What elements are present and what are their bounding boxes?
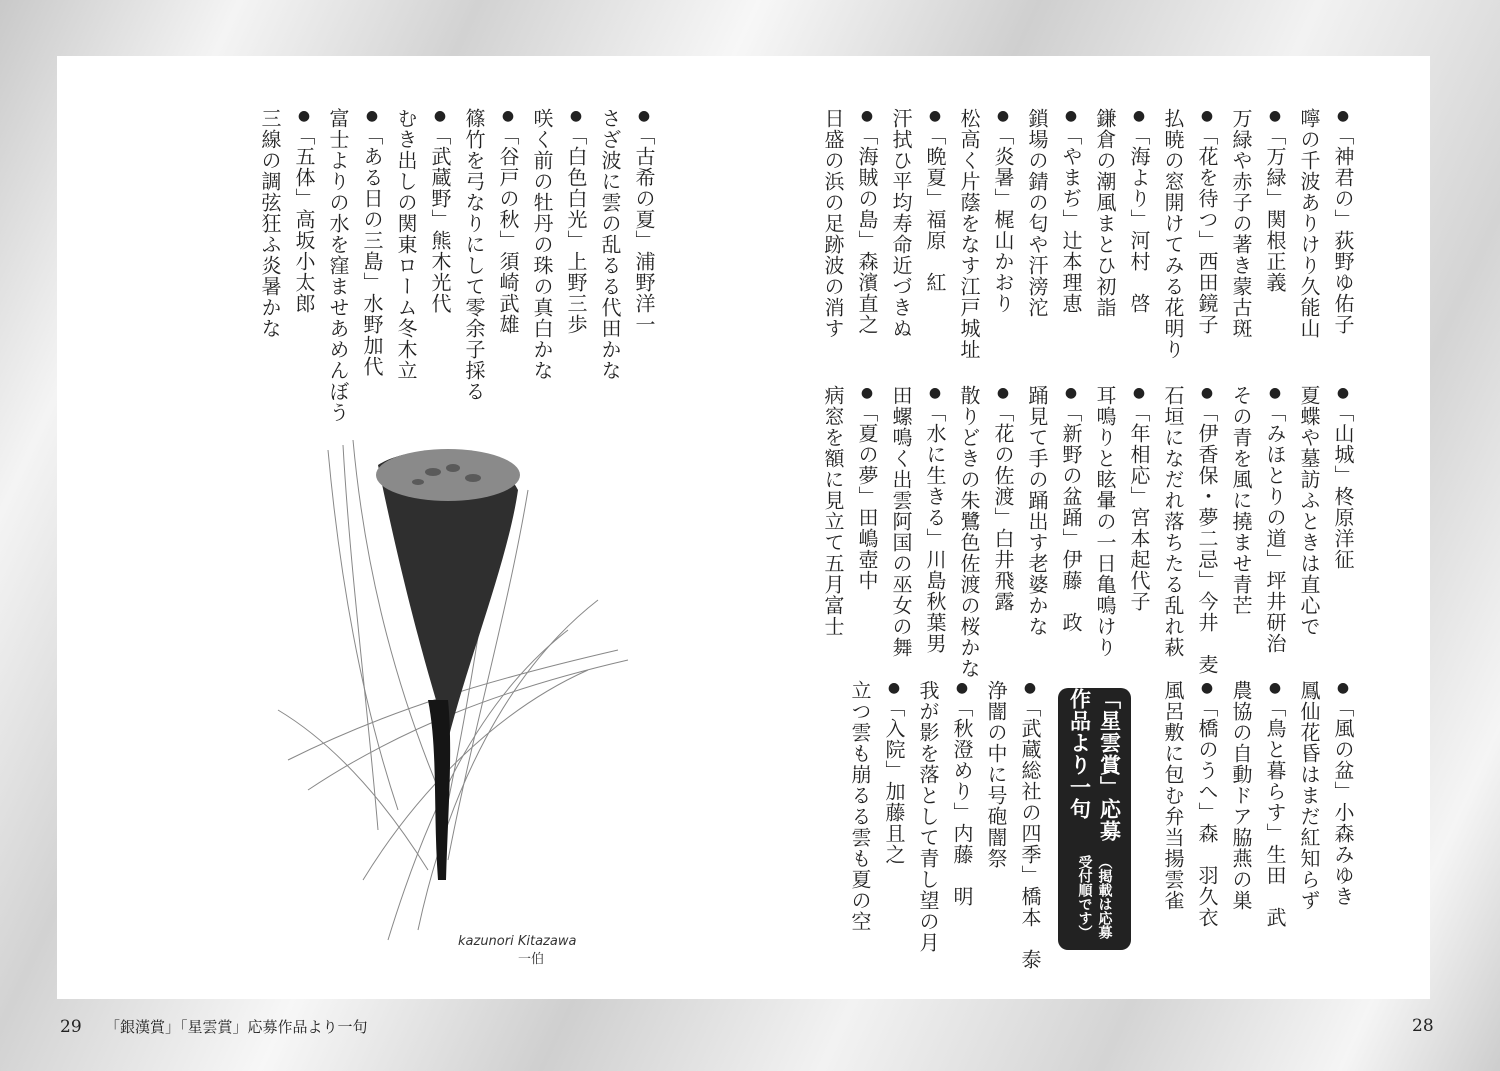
haiku-entry [884, 385, 952, 670]
bullet-icon: ● [1131, 108, 1147, 125]
haiku-entry [1224, 108, 1292, 378]
haiku-title-author: ●「新野の盆踊」伊藤 政 [1059, 385, 1083, 633]
haiku-entry [321, 108, 389, 423]
haiku-title-author: ●「みほとりの道」坪井研治 [1263, 385, 1287, 654]
haiku-entry [593, 108, 661, 408]
haiku-entry [1088, 108, 1156, 378]
haiku-text: 篠竹を弓なりにして零余子採る [462, 108, 486, 402]
bullet-icon: ● [859, 385, 875, 402]
haiku-text: 病窓を額に見立て五月富士 [821, 385, 845, 637]
haiku-text: さざ波に雲の乱るる代田かな [598, 108, 622, 381]
bullet-icon: ● [886, 680, 902, 697]
haiku-text: 鳳仙花昏はまだ紅知らず [1297, 680, 1321, 911]
haiku-entry [1292, 385, 1360, 670]
haiku-entry [1292, 680, 1360, 915]
bullet-icon: ● [636, 108, 652, 125]
haiku-text: むき出しの関東ローム冬木立 [394, 108, 418, 381]
haiku-text: 田螺鳴く出雲阿国の巫女の舞 [889, 385, 913, 658]
haiku-entry [952, 385, 1020, 679]
haiku-entry [816, 108, 884, 378]
haiku-entry [952, 108, 1020, 378]
haiku-title-author: ●「夏の夢」田嶋壺中 [855, 385, 879, 591]
haiku-block-middle [816, 385, 1360, 679]
haiku-text: 富士よりの水を窪ませあめんぼう [326, 108, 350, 423]
haiku-title-author: ●「入院」加藤且之 [882, 680, 906, 865]
haiku-block-left-page [253, 108, 661, 423]
running-title: 「銀漢賞」「星雲賞」応募作品より一句 [105, 1018, 368, 1036]
haiku-entry [1156, 385, 1224, 675]
haiku-text: 松高く片蔭をなす江戸城址 [957, 108, 981, 360]
haiku-text: 耳鳴りと眩暈の一日亀鳴けり [1093, 385, 1117, 658]
haiku-text: 汗拭ひ平均寿命近づきぬ [889, 108, 913, 339]
haiku-entry [1292, 108, 1360, 378]
haiku-text: 石垣になだれ落ちたる乱れ萩 [1161, 385, 1185, 658]
haiku-block-top [816, 108, 1360, 378]
bullet-icon: ● [500, 108, 516, 125]
bullet-icon: ● [1267, 680, 1283, 697]
haiku-title-author: ●「海賊の島」森濱直之 [855, 108, 879, 335]
bullet-icon: ● [995, 385, 1011, 402]
sketch-signature-mark: 一伯 [518, 952, 545, 967]
haiku-title-author: ●「年相応」宮本起代子 [1127, 385, 1151, 612]
haiku-text: 三線の調弦狂ふ炎暑かな [258, 108, 282, 339]
seiun-award-note: （掲載は応募受付順です） [1076, 855, 1113, 940]
page-number-left: 29 [60, 1017, 82, 1037]
haiku-entry [1224, 680, 1292, 928]
haiku-text: 農協の自動ドア脇燕の巣 [1229, 680, 1253, 911]
bullet-icon: ● [927, 385, 943, 402]
haiku-entry [843, 680, 911, 940]
haiku-title-author: ●「山城」柊原洋征 [1331, 385, 1355, 570]
haiku-title-author: ●「ある日の三島」水野加代 [360, 108, 384, 377]
haiku-title-author: ●「花を待つ」西田鏡子 [1195, 108, 1219, 335]
haiku-entry [253, 108, 321, 408]
bullet-icon: ● [927, 108, 943, 125]
haiku-text: 散りどきの朱鷺色佐渡の桜かな [957, 385, 981, 679]
haiku-title-author: ●「やまぢ」辻本理恵 [1059, 108, 1083, 314]
sketch-signature-name: kazunori Kitazawa [458, 934, 577, 949]
haiku-entry [1224, 385, 1292, 670]
pencil-sketch-illustration [268, 410, 638, 970]
haiku-title-author: ●「風の盆」小森みゆき [1331, 680, 1355, 907]
bullet-icon: ● [1199, 680, 1215, 697]
haiku-entry [1020, 108, 1088, 378]
bullet-icon: ● [1267, 385, 1283, 402]
haiku-entry [525, 108, 593, 408]
haiku-title-author: ●「古希の夏」浦野洋一 [632, 108, 656, 335]
bullet-icon: ● [296, 108, 312, 125]
haiku-title-author: ●「伊香保・夢二忌」今井 麦 [1195, 385, 1219, 675]
haiku-title-author: ●「海より」河村 啓 [1127, 108, 1151, 314]
haiku-entry [457, 108, 525, 408]
bullet-icon: ● [954, 680, 970, 697]
haiku-entry [884, 108, 952, 378]
bullet-icon: ● [364, 108, 380, 125]
bullet-icon: ● [1335, 385, 1351, 402]
bullet-icon: ● [1063, 385, 1079, 402]
haiku-text: 万緑や赤子の著き蒙古斑 [1229, 108, 1253, 339]
bullet-icon: ● [568, 108, 584, 125]
haiku-title-author: ●「五体」高坂小太郎 [292, 108, 316, 314]
page-number-right: 28 [1412, 1016, 1434, 1036]
haiku-entry [389, 108, 457, 408]
haiku-text: 鎖場の錆の匂や汗滂沱 [1025, 108, 1049, 318]
haiku-text: 日盛の浜の足跡波の消す [821, 108, 845, 339]
haiku-text: その青を風に撓ませ青芒 [1229, 385, 1253, 616]
bullet-icon: ● [859, 108, 875, 125]
haiku-entry [1156, 108, 1224, 378]
bullet-icon: ● [1267, 108, 1283, 125]
seiun-award-label [1058, 688, 1131, 950]
bullet-icon: ● [1199, 108, 1215, 125]
haiku-title-author: ●「晩夏」福原 紅 [923, 108, 947, 293]
bullet-icon: ● [432, 108, 448, 125]
bullet-icon: ● [1131, 385, 1147, 402]
bullet-icon: ● [1335, 108, 1351, 125]
haiku-title-author: ●「白色白光」上野三歩 [564, 108, 588, 335]
haiku-text: 夏蝶や墓訪ふときは直心で [1297, 385, 1321, 637]
haiku-title-author: ●「武蔵総社の四季」橋本 泰 [1018, 680, 1042, 970]
seiun-award-title: 「星雲賞」応募作品より一句 [1067, 688, 1122, 842]
haiku-text: 払暁の窓開けてみる花明り [1161, 108, 1185, 360]
haiku-title-author: ●「秋澄めり」内藤 明 [950, 680, 974, 907]
bullet-icon: ● [1199, 385, 1215, 402]
haiku-title-author: ●「谷戸の秋」須崎武雄 [496, 108, 520, 335]
bullet-icon: ● [1022, 680, 1038, 697]
haiku-block-bottom-left [843, 680, 1047, 970]
haiku-entry [816, 385, 884, 670]
footer-left [60, 1016, 368, 1037]
haiku-text: 立つ雲も崩るる雲も夏の空 [848, 680, 872, 932]
haiku-entry [979, 680, 1047, 970]
haiku-title-author: ●「神君の」荻野ゆ佑子 [1331, 108, 1355, 335]
haiku-text: 我が影を落として青し望の月 [916, 680, 940, 953]
haiku-title-author: ●「武蔵野」熊木光代 [428, 108, 452, 314]
haiku-entry [911, 680, 979, 953]
haiku-entry [1156, 680, 1224, 928]
haiku-title-author: ●「炎暑」梶山かおり [991, 108, 1015, 314]
haiku-text: 浄闇の中に号砲闇祭 [984, 680, 1008, 869]
haiku-title-author: ●「花の佐渡」白井飛露 [991, 385, 1015, 612]
haiku-entry [1020, 385, 1088, 670]
haiku-entry [1088, 385, 1156, 670]
haiku-text: 嚀の千波ありけり久能山 [1297, 108, 1321, 339]
haiku-title-author: ●「橋のうへ」森 羽久衣 [1195, 680, 1219, 928]
haiku-title-author: ●「万緑」関根正義 [1263, 108, 1287, 293]
haiku-title-author: ●「水に生きる」川島秋葉男 [923, 385, 947, 654]
haiku-text: 鎌倉の潮風まとひ初詣 [1093, 108, 1117, 318]
haiku-text: 咲く前の牡丹の珠の真白かな [530, 108, 554, 381]
bullet-icon: ● [1063, 108, 1079, 125]
bullet-icon: ● [995, 108, 1011, 125]
haiku-text: 風呂敷に包む弁当揚雲雀 [1161, 680, 1185, 911]
bullet-icon: ● [1335, 680, 1351, 697]
haiku-text: 踊見て手の踊出す老婆かな [1025, 385, 1049, 637]
haiku-block-bottom-right [1156, 680, 1360, 928]
haiku-title-author: ●「鳥と暮らす」生田 武 [1263, 680, 1287, 928]
